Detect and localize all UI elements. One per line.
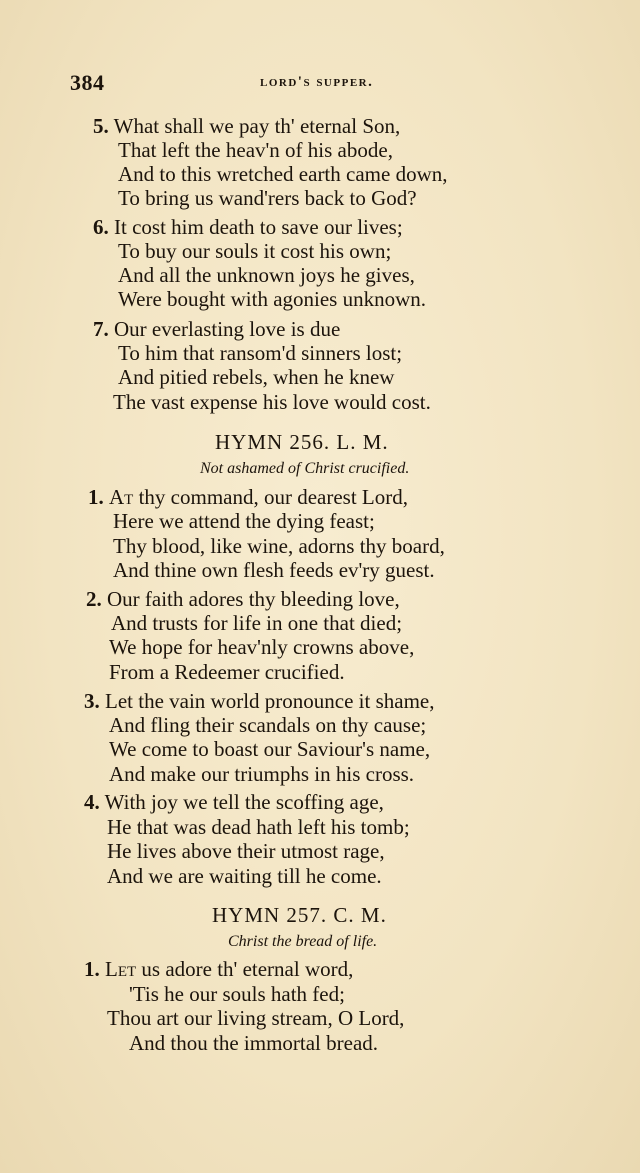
stanza-line: 4. With joy we tell the scoffing age, <box>84 790 384 814</box>
page-number: 384 <box>70 70 105 95</box>
stanza-line: We hope for heav'nly crowns above, <box>109 635 415 659</box>
stanza-line: 7. Our everlasting love is due <box>93 317 341 341</box>
stanza-number: 2. <box>86 587 102 611</box>
page-header <box>70 70 570 100</box>
stanza-line: Thy blood, like wine, adorns thy board, <box>113 534 445 558</box>
stanza-line: 2. Our faith adores thy bleeding love, <box>86 587 400 611</box>
stanza-line: To him that ransom'd sinners lost; <box>118 341 403 365</box>
stanza-number: 1. <box>84 957 100 981</box>
stanza-number: 6. <box>93 215 109 239</box>
stanza-line: We come to boast our Saviour's name, <box>109 737 431 761</box>
stanza-number: 3. <box>84 689 100 713</box>
stanza-line: 5. What shall we pay th' eternal Son, <box>93 114 401 138</box>
first-word: Let <box>105 957 137 981</box>
hymn-256-subtitle: Not ashamed of Christ crucified. <box>200 460 410 477</box>
stanza-line: And fling their scandals on thy cause; <box>109 713 427 737</box>
stanza-line: And make our triumphs in his cross. <box>109 762 415 786</box>
hymn-257-title: HYMN 257. C. M. <box>212 903 387 927</box>
stanza-line: And all the unknown joys he gives, <box>118 263 415 287</box>
stanza-number: 5. <box>93 114 109 138</box>
first-word: At <box>109 485 134 509</box>
stanza-number: 1. <box>88 485 104 509</box>
stanza-line: He that was dead hath left his tomb; <box>107 815 410 839</box>
stanza-number: 7. <box>93 317 109 341</box>
stanza-line: Thou art our living stream, O Lord, <box>107 1006 405 1030</box>
hymn-256-title: HYMN 256. L. M. <box>215 430 389 454</box>
stanza-line: The vast expense his love would cost. <box>113 390 431 414</box>
running-head: lord's supper. <box>260 74 374 90</box>
stanza-line: From a Redeemer crucified. <box>109 660 345 684</box>
stanza-line: And thine own flesh feeds ev'ry guest. <box>113 558 435 582</box>
stanza-line: Here we attend the dying feast; <box>113 509 375 533</box>
stanza-line: He lives above their utmost rage, <box>107 839 385 863</box>
stanza-line: That left the heav'n of his abode, <box>118 138 393 162</box>
stanza-line: To buy our souls it cost his own; <box>118 239 392 263</box>
stanza-line: 1. Let us adore th' eternal word, <box>84 957 354 981</box>
stanza-line: 3. Let the vain world pronounce it shame, <box>84 689 435 713</box>
stanza-line: Were bought with agonies unknown. <box>118 287 427 311</box>
stanza-line: And pitied rebels, when he knew <box>118 365 395 389</box>
hymn-257-subtitle: Christ the bread of life. <box>228 933 378 950</box>
stanza-line: And we are waiting till he come. <box>107 864 382 888</box>
stanza-number: 4. <box>84 790 100 814</box>
stanza-line: And thou the immortal bread. <box>129 1031 379 1055</box>
stanza-line: 1. At thy command, our dearest Lord, <box>88 485 408 509</box>
stanza-line: To bring us wand'rers back to God? <box>118 186 417 210</box>
stanza-line: And trusts for life in one that died; <box>111 611 403 635</box>
stanza-line: And to this wretched earth came down, <box>118 162 448 186</box>
stanza-line: 'Tis he our souls hath fed; <box>129 982 345 1006</box>
stanza-line: 6. It cost him death to save our lives; <box>93 215 403 239</box>
